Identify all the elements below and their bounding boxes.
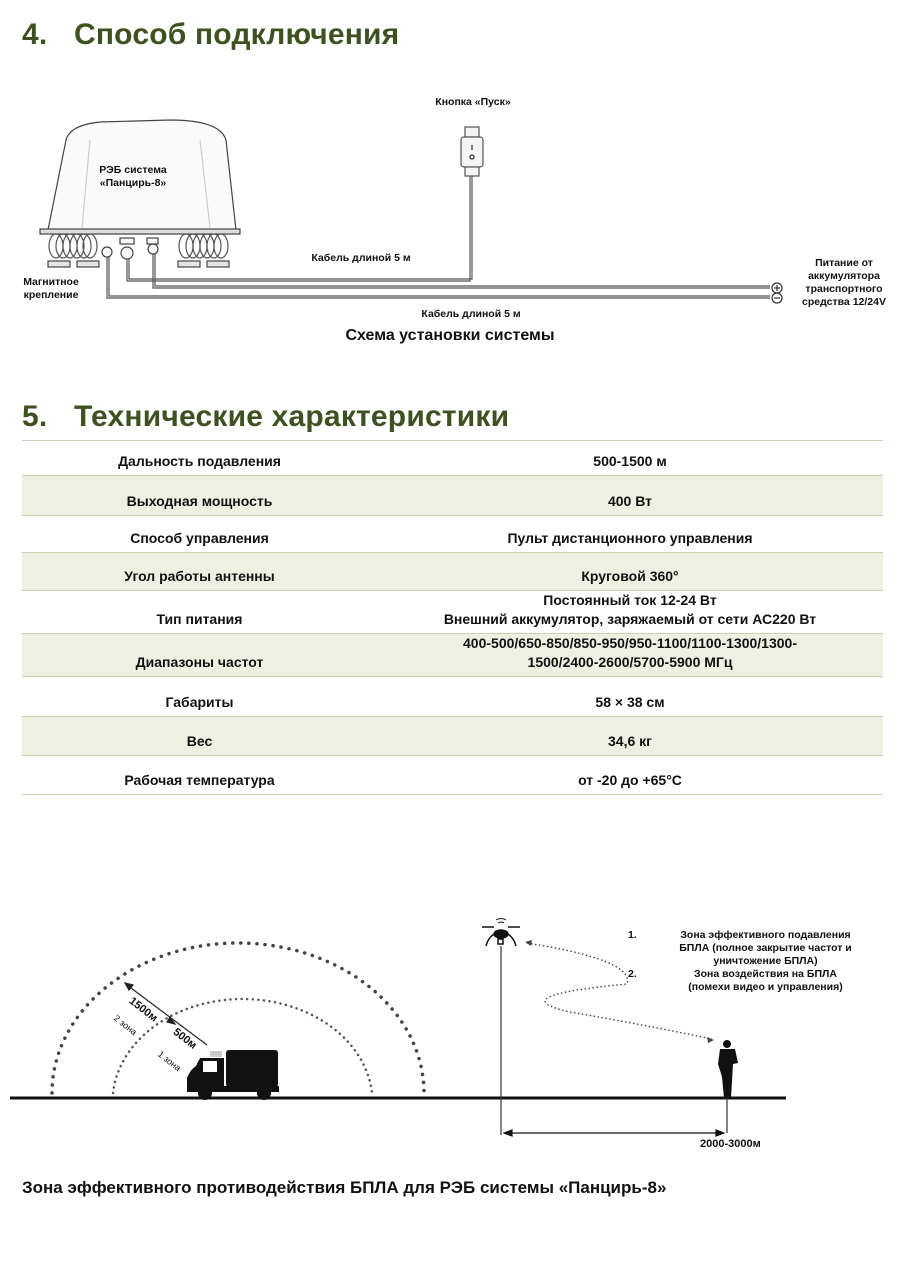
zone1-label: 1 зона (155, 1049, 183, 1074)
section-number: 5. (22, 400, 48, 433)
spec-value: Круговой 360° (377, 552, 883, 590)
spec-key: Тип питания (22, 590, 377, 633)
section-4-heading (22, 18, 399, 52)
spec-key: Угол работы антенны (22, 552, 377, 590)
spec-value: 400 Вт (377, 475, 883, 515)
radius-arrow (125, 983, 207, 1045)
spec-value: Постоянный ток 12-24 Вт Внешний аккумулятор, заряжаемый от сети АС220 Вт (377, 590, 883, 633)
power-source-label: Питание от аккумулятора транспортного средства 12/24V (802, 257, 886, 308)
diagram-caption: Схема установки системы (345, 327, 555, 344)
spec-key: Габариты (22, 676, 377, 716)
truck-icon (187, 1050, 279, 1100)
spec-key: Способ управления (22, 515, 377, 552)
section-5-heading (22, 400, 509, 434)
table-row (22, 716, 883, 755)
person-icon (718, 1040, 738, 1098)
start-button-label: Кнопка «Пуск» (435, 96, 511, 108)
table-row (22, 475, 883, 515)
outer-radius-label: 1500м (126, 995, 160, 1025)
spec-value: 58 × 38 см (377, 676, 883, 716)
start-button-icon (461, 127, 483, 176)
table-row (22, 755, 883, 794)
distance-label: 2000-3000м (700, 1138, 761, 1150)
zone-diagram-caption: Зона эффективного противодействия БПЛА для РЭБ системы «Панцирь-8» (22, 1178, 667, 1197)
table-row (22, 552, 883, 590)
section-number: 4. (22, 18, 48, 51)
section-title: Способ подключения (74, 18, 400, 51)
spec-key: Диапазоны частот (22, 633, 377, 676)
spec-key: Выходная мощность (22, 475, 377, 515)
spec-value: Пульт дистанционного управления (377, 515, 883, 552)
spec-key: Вес (22, 716, 377, 755)
device-label: РЭБ система «Панцирь-8» (99, 164, 167, 189)
spec-value: 500-1500 м (377, 441, 883, 475)
distance-arrow (504, 1130, 724, 1136)
cable1-label: Кабель длиной 5 м (311, 252, 411, 264)
drone-icon (482, 919, 520, 947)
table-row (22, 633, 883, 676)
table-row (22, 441, 883, 475)
table-row (22, 676, 883, 716)
table-row (22, 515, 883, 552)
zone-legend (628, 929, 883, 994)
magnetic-mount-label: Магнитное крепление (23, 276, 79, 301)
device-icon (40, 120, 240, 267)
spec-value: от -20 до +65°С (377, 755, 883, 794)
spec-value: 34,6 кг (377, 716, 883, 755)
legend-item: 1. Зона эффективного подавления БПЛА (полное закрытие частот и уничтожение БПЛА) (628, 929, 852, 967)
spec-value: 400-500/650-850/850-950/950-1100/1100-1300/1300- 1500/2400-2600/5700-5900 МГц (377, 633, 883, 676)
spec-key: Рабочая температура (22, 755, 377, 794)
section-title: Технические характеристики (74, 400, 510, 433)
inner-radius-label: 500м (170, 1026, 199, 1052)
specs-table (22, 441, 883, 795)
connection-diagram-illustration (0, 90, 907, 330)
table-row (22, 590, 883, 633)
spec-key: Дальность подавления (22, 441, 377, 475)
legend-item: 2. Зона воздействия на БПЛА (помехи видео и управления) (628, 968, 843, 993)
zone2-label: 2 зона (111, 1013, 139, 1038)
power-terminals-icon (772, 283, 782, 303)
cable2-label: Кабель длиной 5 м (421, 308, 521, 320)
